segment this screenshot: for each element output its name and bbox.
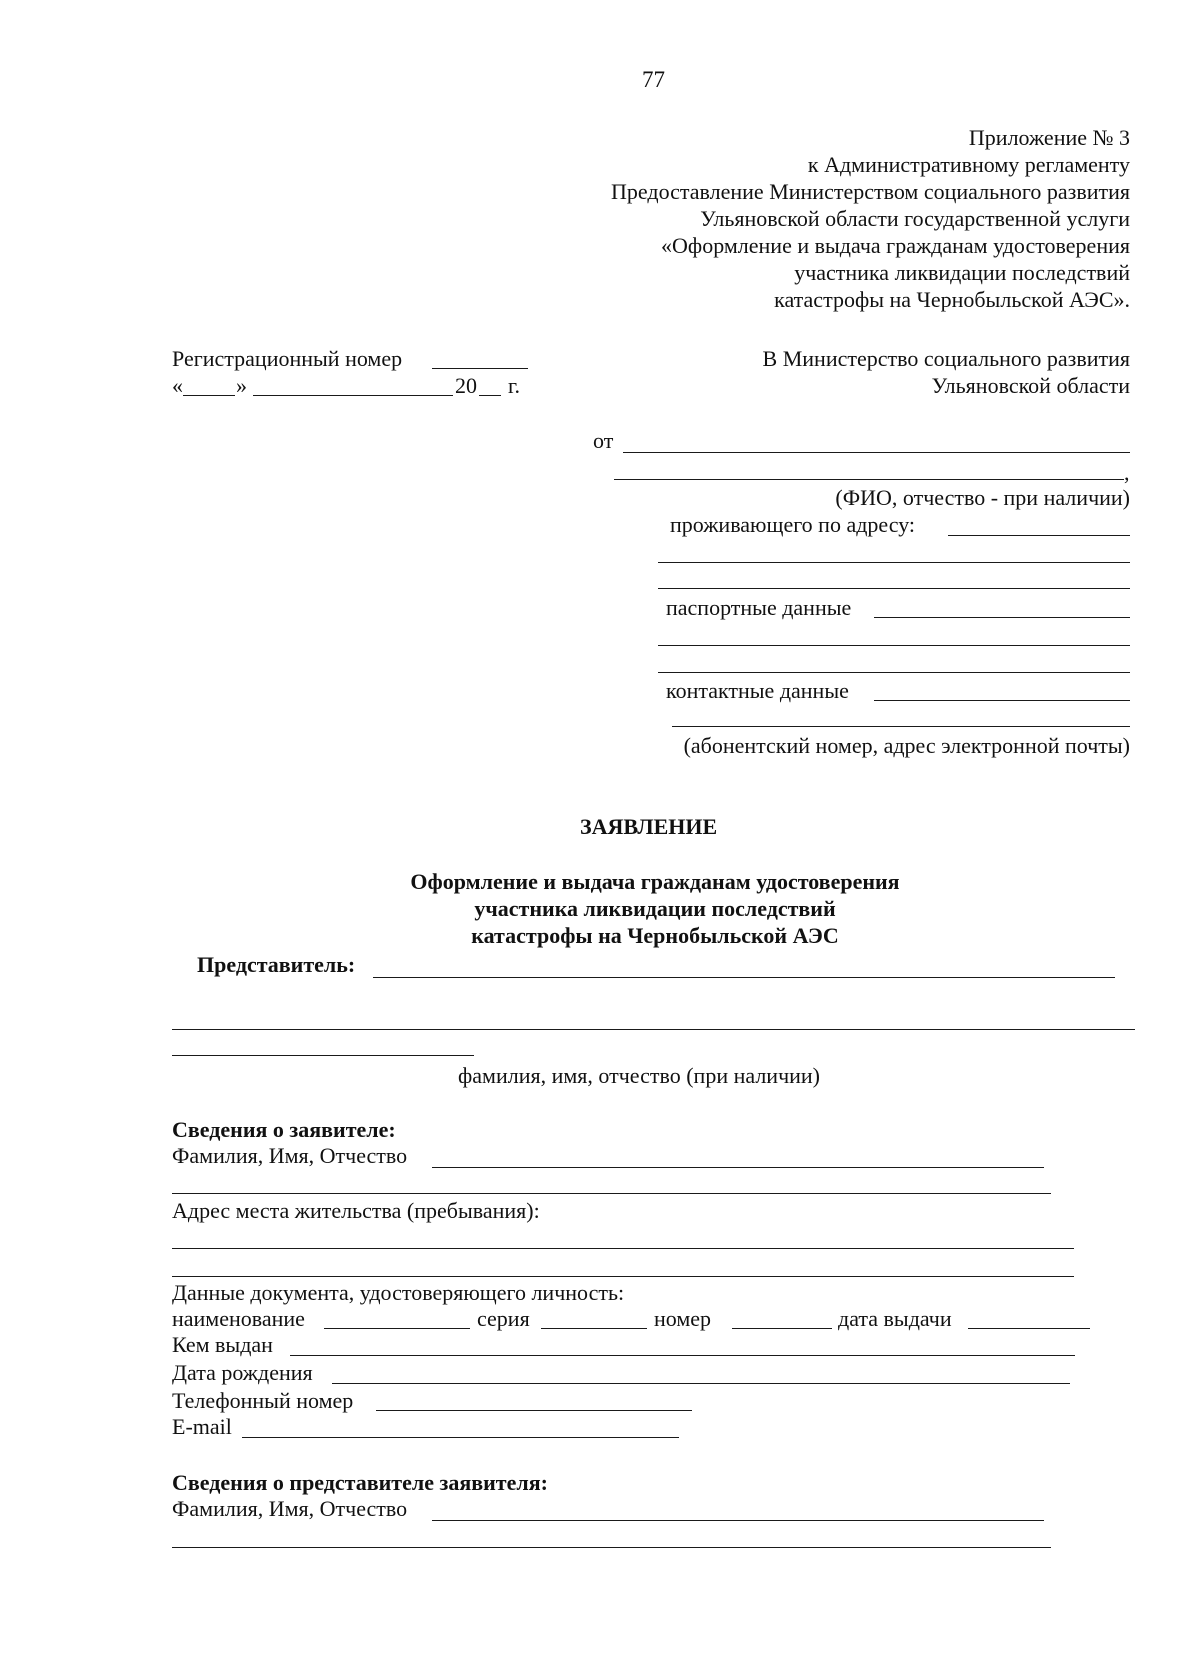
representative-info-heading: Сведения о представителе заявителя: <box>172 1470 548 1495</box>
applicant-address-field[interactable] <box>172 1248 1074 1249</box>
birth-date-field[interactable] <box>332 1383 1070 1384</box>
representative-field-3[interactable] <box>172 1055 474 1056</box>
registration-number-field[interactable] <box>432 368 528 369</box>
passport-label: паспортные данные <box>666 595 852 620</box>
appendix-line: к Административному регламенту <box>807 152 1130 177</box>
doc-number-label: номер <box>654 1306 712 1331</box>
subtitle-line: катастрофы на Чернобыльской АЭС <box>471 923 839 948</box>
representative-label: Представитель: <box>197 952 356 977</box>
appendix-line: катастрофы на Чернобыльской АЭС». <box>774 287 1130 312</box>
from-label: от <box>593 428 614 453</box>
page-number: 77 <box>642 67 665 92</box>
registration-day-field[interactable] <box>183 395 235 396</box>
id-doc-label: Данные документа, удостоверяющего личность: <box>172 1280 625 1305</box>
representative-field[interactable] <box>373 977 1115 978</box>
representative-fio-label: Фамилия, Имя, Отчество <box>172 1496 408 1521</box>
comma: , <box>1124 460 1130 485</box>
registration-year-field[interactable] <box>479 395 501 396</box>
from-fio-field-2[interactable] <box>614 479 1124 480</box>
address-field-3[interactable] <box>658 588 1130 589</box>
registration-number-label: Регистрационный номер <box>172 346 403 371</box>
birth-date-label: Дата рождения <box>172 1360 313 1385</box>
date-close-quote: » <box>236 373 247 398</box>
doc-series-label: серия <box>477 1306 530 1331</box>
email-label: E-mail <box>172 1414 232 1439</box>
applicant-fio-field-2[interactable] <box>172 1193 1051 1194</box>
from-fio-field[interactable] <box>623 452 1130 453</box>
addressee-line: В Министерство социального развития <box>762 346 1130 371</box>
fio-caption: (ФИО, отчество - при наличии) <box>835 485 1130 510</box>
issued-by-field[interactable] <box>290 1355 1075 1356</box>
doc-name-label: наименование <box>172 1306 305 1331</box>
applicant-fio-label: Фамилия, Имя, Отчество <box>172 1143 408 1168</box>
appendix-line: Предоставление Министерством социального развития <box>611 179 1130 204</box>
subtitle-line: участника ликвидации последствий <box>474 896 836 921</box>
document-title: ЗАЯВЛЕНИЕ <box>580 814 718 839</box>
applicant-info-heading: Сведения о заявителе: <box>172 1117 396 1142</box>
issued-by-label: Кем выдан <box>172 1332 273 1357</box>
appendix-line: Ульяновской области государственной услуги <box>700 206 1130 231</box>
passport-field-3[interactable] <box>658 672 1130 673</box>
passport-field-2[interactable] <box>658 645 1130 646</box>
doc-series-field[interactable] <box>541 1328 647 1329</box>
year-prefix: 20 <box>455 373 477 398</box>
doc-issue-date-label: дата выдачи <box>838 1306 952 1331</box>
phone-label: Телефонный номер <box>172 1388 354 1413</box>
appendix-line: Приложение № 3 <box>968 125 1130 150</box>
appendix-line: участника ликвидации последствий <box>794 260 1130 285</box>
applicant-address-field-2[interactable] <box>172 1276 1074 1277</box>
representative-caption: фамилия, имя, отчество (при наличии) <box>458 1063 821 1088</box>
doc-name-field[interactable] <box>324 1328 470 1329</box>
contact-caption: (абонентский номер, адрес электронной почты) <box>683 733 1130 758</box>
addressee-line: Ульяновской области <box>931 373 1130 398</box>
subtitle-line: Оформление и выдача гражданам удостоверения <box>410 869 900 894</box>
doc-number-field[interactable] <box>732 1328 832 1329</box>
representative-field-2[interactable] <box>172 1029 1135 1030</box>
contact-field-2[interactable] <box>672 726 1130 727</box>
address-label: проживающего по адресу: <box>670 512 916 537</box>
address-field-2[interactable] <box>658 562 1130 563</box>
year-suffix: г. <box>508 373 521 398</box>
phone-field[interactable] <box>376 1410 692 1411</box>
email-field[interactable] <box>242 1437 679 1438</box>
applicant-address-label: Адрес места жительства (пребывания): <box>172 1198 540 1223</box>
date-open-quote: « <box>172 373 183 398</box>
representative-fio-field-2[interactable] <box>172 1547 1051 1548</box>
representative-fio-field[interactable] <box>432 1520 1044 1521</box>
appendix-line: «Оформление и выдача гражданам удостоверения <box>661 233 1130 258</box>
doc-issue-date-field[interactable] <box>968 1328 1090 1329</box>
passport-field[interactable] <box>874 617 1130 618</box>
contact-label: контактные данные <box>666 678 849 703</box>
applicant-fio-field[interactable] <box>432 1167 1044 1168</box>
address-field[interactable] <box>948 535 1130 536</box>
contact-field[interactable] <box>874 700 1130 701</box>
registration-month-field[interactable] <box>253 395 453 396</box>
